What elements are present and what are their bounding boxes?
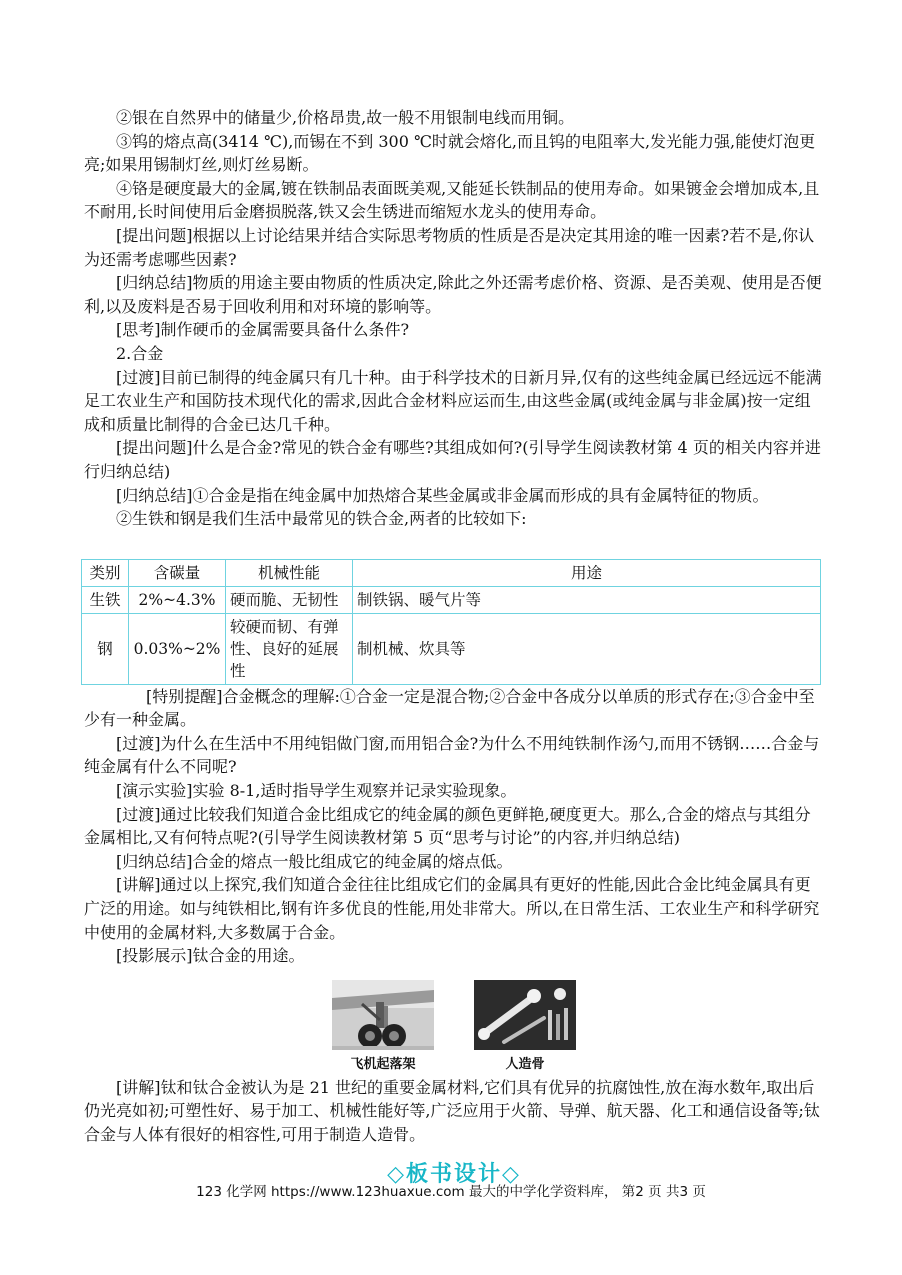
paragraph-iron-steel-intro: ②生铁和钢是我们生活中最常见的铁合金,两者的比较如下: [116,509,527,529]
paragraph-special-note: [特别提醒]合金概念的理解:①合金一定是混合物;②合金中各成分以单质的形式存在;③合金中至少有一种金属。 [84,686,815,730]
paragraph-summary-melting: [归纳总结]合金的熔点一般比组成它的纯金属的熔点低。 [116,851,513,871]
figure-caption: 人造骨 [505,1056,545,1072]
table-row [82,586,821,613]
table-cell: 硬而脆、无韧性 [226,586,353,613]
paragraph-summary-alloy: [归纳总结]①合金是指在纯金属中加热熔合某些金属或非金属而形成的具有金属特征的物质。 [116,485,769,505]
table-header-cell: 机械性能 [226,559,353,586]
figure-artificial-bone [474,980,576,1072]
table-header-row [82,559,821,586]
table-cell: 制铁锅、暖气片等 [353,586,821,613]
paragraph-think: [思考]制作硬币的金属需要具备什么条件? [116,320,410,340]
table-header-cell: 类别 [82,559,129,586]
paragraph-question-alloy: [提出问题]什么是合金?常见的铁合金有哪些?其组成如何?(引导学生阅读教材第 4 页的相关内容并进行归纳总结) [84,438,821,481]
page-footer: 123 化学网 https://www.123huaxue.com 最大的中学化学资料库， 第2 页 共3 页 [196,1184,706,1200]
subheading-alloy: 2.合金 [116,343,164,363]
paragraph-tungsten: ③钨的熔点高(3414 ℃),而锡在不到 300 ℃时就会熔化,而且钨的电阻率大,发光能力强,能使灯泡更亮;如果用锡制灯丝,则灯丝易断。 [84,131,816,175]
paragraph-summary: [归纳总结]物质的用途主要由物质的性质决定,除此之外还需考虑价格、资源、是否美观、使用是否便利,以及废料是否易于回收利用和对环境的影响等。 [84,273,822,316]
paragraph-chromium: ④铬是硬度最大的金属,镀在铁制品表面既美观,又能延长铁制品的使用寿命。如果镀金会增加成本,且不耐用,长时间使用后金磨损脱落,铁又会生锈进而缩短水龙头的使用寿命。 [84,178,820,222]
table-cell: 较硬而韧、有弹性、良好的延展性 [226,613,353,684]
section-title-board-design: ◇板书设计◇ [387,1160,521,1187]
artificial-bone-image [474,980,576,1050]
paragraph-question: [提出问题]根据以上讨论结果并结合实际思考物质的性质是否是决定其用途的唯一因素?若不是,你认为还需考虑哪些因素? [84,225,815,269]
table-cell: 2%~4.3% [129,586,226,613]
table-cell: 钢 [82,613,129,684]
paragraph-explain-alloy: [讲解]通过以上探究,我们知道合金往往比组成它们的金属具有更好的性能,因此合金比纯金属具有更广泛的用途。如与纯铁相比,钢有许多优良的性能,用处非常大。所以,在日常生活、工农业生产和科学研究中使用的金属材料,大多数属于合金。 [84,875,820,942]
document-body [84,106,824,1188]
table-row [82,613,821,684]
paragraph-projection: [投影展示]钛合金的用途。 [116,946,305,966]
paragraph-transition-melting: [过渡]通过比较我们知道合金比组成它的纯金属的颜色更鲜艳,硬度更大。那么,合金的熔点与其组分金属相比,又有何特点呢?(引导学生阅读教材第 5 页“思考与讨论”的内容,并归纳总结) [84,804,811,848]
paragraph-transition: [过渡]目前已制得的纯金属只有几十种。由于科学技术的日新月异,仅有的这些纯金属已经远远不能满足工农业生产和国防技术现代化的需求,因此合金材料应运而生,由这些金属(或纯金属与非金属)按一定组成和质量比制得的合金已达几千种。 [84,367,822,434]
titanium-figures [84,980,824,1072]
comparison-table-wrapper [81,559,824,685]
table-cell: 0.03%~2% [129,613,226,684]
paragraph-transition-aluminum: [过渡]为什么在生活中不用纯铝做门窗,而用铝合金?为什么不用纯铁制作汤勺,而用不锈钢……合金与纯金属有什么不同呢? [84,733,820,777]
figure-caption: 飞机起落架 [350,1056,416,1072]
table-header-cell: 含碳量 [129,559,226,586]
figure-landing-gear [332,980,434,1072]
paragraph-silver: ②银在自然界中的储量少,价格昂贵,故一般不用银制电线而用铜。 [116,108,575,127]
landing-gear-image [332,980,434,1050]
table-header-cell: 用途 [353,559,821,586]
iron-steel-table [81,559,821,685]
table-cell: 生铁 [82,586,129,613]
paragraph-titanium: [讲解]钛和钛合金被认为是 21 世纪的重要金属材料,它们具有优异的抗腐蚀性,放在海水数年,取出后仍光亮如初;可塑性好、易于加工、机械性能好等,广泛应用于火箭、导弹、航天器、化工和通信设备等;钛合金与人体有很好的相容性,可用于制造人造骨。 [84,1077,820,1144]
paragraph-demo-experiment: [演示实验]实验 8-1,适时指导学生观察并记录实验现象。 [116,781,517,801]
table-cell: 制机械、炊具等 [353,613,821,684]
